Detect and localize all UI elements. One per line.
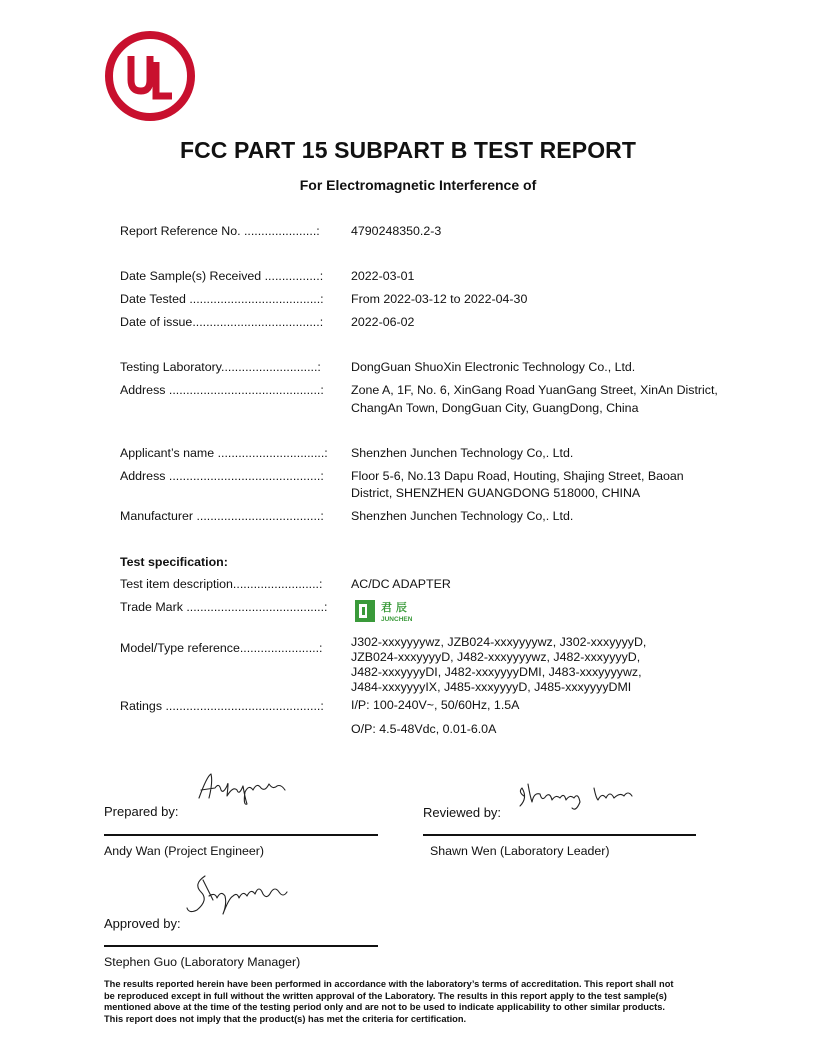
stephen-guo-signature bbox=[183, 870, 293, 918]
value-manufacturer: Shenzhen Junchen Technology Co,. Ltd. bbox=[351, 509, 574, 523]
label-date-issue: Date of issue.....................................: bbox=[120, 315, 324, 329]
value-model-line4: J484-xxxyyyyIX, J485-xxxyyyyD, J485-xxxyyyyDMI bbox=[351, 680, 632, 694]
shawn-wen-signature bbox=[514, 778, 644, 814]
value-ratings-input: I/P: 100-240V~, 50/60Hz, 1.5A bbox=[351, 698, 520, 712]
value-model-line1: J302-xxxyyyywz, JZB024-xxxyyyywz, J302-xxxyyyyD, bbox=[351, 635, 647, 649]
value-report-reference: 4790248350.2-3 bbox=[351, 224, 442, 238]
svg-text:君 辰: 君 辰 bbox=[381, 601, 407, 614]
label-test-item: Test item description.........................: bbox=[120, 577, 323, 591]
label-date-received: Date Sample(s) Received ................: bbox=[120, 269, 324, 283]
disclaimer-line: This report does not imply that the product(s) has met the criteria for certification. bbox=[104, 1013, 467, 1024]
ul-logo bbox=[104, 30, 196, 122]
report-title: FCC PART 15 SUBPART B TEST REPORT bbox=[179, 137, 637, 163]
prepared-by-label: Prepared by: bbox=[104, 804, 179, 819]
label-trade-mark: Trade Mark ........................................: bbox=[120, 600, 328, 614]
label-model: Model/Type reference.......................: bbox=[120, 641, 323, 655]
label-ratings: Ratings .............................................: bbox=[120, 699, 324, 713]
approved-by-name: Stephen Guo (Laboratory Manager) bbox=[104, 955, 301, 969]
approved-by-label: Approved by: bbox=[104, 916, 181, 931]
label-testing-lab: Testing Laboratory............................: bbox=[120, 360, 321, 374]
value-model-line3: J482-xxxyyyyDI, J482-xxxyyyyDMI, J483-xxxyyyywz, bbox=[351, 665, 642, 679]
label-report-reference: Report Reference No. .....................: bbox=[120, 224, 320, 238]
value-lab-address-line2: ChangAn Town, DongGuan City, GuangDong, China bbox=[351, 401, 639, 415]
test-spec-heading: Test specification: bbox=[120, 555, 228, 569]
disclaimer-line: be reproduced except in full without the written approval of the Laboratory. The results in this report apply to the test sample(s) bbox=[104, 990, 667, 1001]
label-date-tested: Date Tested ......................................: bbox=[120, 292, 324, 306]
reviewed-signature-line bbox=[423, 834, 696, 836]
junchen-trade-mark-logo bbox=[354, 598, 436, 624]
value-date-issue: 2022-06-02 bbox=[351, 315, 415, 329]
value-applicant-address-line2: District, SHENZHEN GUANGDONG 518000, CHINA bbox=[351, 486, 641, 500]
prepared-signature-line bbox=[104, 834, 378, 836]
disclaimer-footer bbox=[104, 979, 744, 1025]
label-manufacturer: Manufacturer ....................................: bbox=[120, 509, 324, 523]
reviewed-by-label: Reviewed by: bbox=[423, 805, 502, 820]
report-subtitle: For Electromagnetic Interference of bbox=[299, 177, 537, 193]
value-ratings-output: O/P: 4.5-48Vdc, 0.01-6.0A bbox=[351, 722, 497, 736]
svg-text:JUNCHEN: JUNCHEN bbox=[381, 616, 413, 623]
disclaimer-line: mentioned above at the time of the testing period only and are not to be used to indicate applicability to other similar products. bbox=[104, 1002, 665, 1012]
value-date-tested: From 2022-03-12 to 2022-04-30 bbox=[351, 292, 528, 306]
reviewed-by-name: Shawn Wen (Laboratory Leader) bbox=[430, 844, 610, 858]
approved-signature-line bbox=[104, 945, 378, 947]
value-model-line2: JZB024-xxxyyyyD, J482-xxxyyyywz, J482-xxxyyyyD, bbox=[351, 650, 641, 664]
disclaimer-line: The results reported herein have been performed in accordance with the laboratory’s terms of accreditation. This report shall not bbox=[104, 979, 674, 989]
andy-wan-signature bbox=[193, 768, 293, 808]
value-test-item: AC/DC ADAPTER bbox=[351, 577, 451, 591]
value-applicant-address-line1: Floor 5-6, No.13 Dapu Road, Houting, Shajing Street, Baoan bbox=[351, 469, 684, 483]
label-lab-address: Address ............................................: bbox=[120, 383, 324, 397]
label-applicant-name: Applicant’s name ...............................: bbox=[120, 446, 328, 460]
prepared-by-name: Andy Wan (Project Engineer) bbox=[104, 844, 265, 858]
value-date-received: 2022-03-01 bbox=[351, 269, 415, 283]
value-testing-lab: DongGuan ShuoXin Electronic Technology Co., Ltd. bbox=[351, 360, 636, 374]
label-applicant-address: Address ............................................: bbox=[120, 469, 324, 483]
value-lab-address-line1: Zone A, 1F, No. 6, XinGang Road YuanGang Street, XinAn District, bbox=[351, 383, 718, 397]
value-applicant-name: Shenzhen Junchen Technology Co,. Ltd. bbox=[351, 446, 574, 460]
